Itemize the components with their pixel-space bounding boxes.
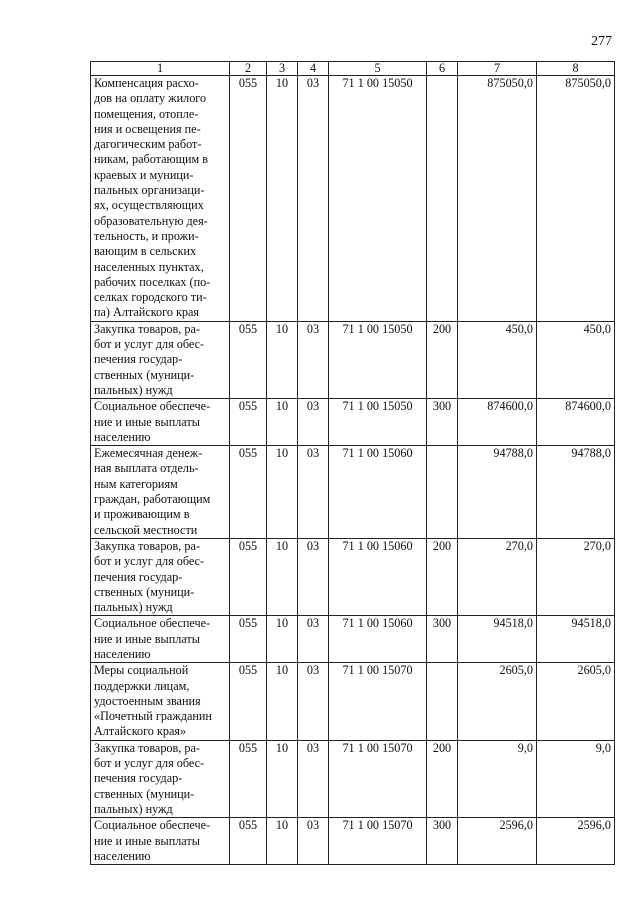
amount-col-7: 450,0 [458,321,537,398]
section-code: 10 [267,538,298,615]
table-row [91,538,615,615]
table-header-row [91,62,615,76]
amount-col-7: 270,0 [458,538,537,615]
column-header: 8 [537,62,615,76]
ministry-code: 055 [230,538,267,615]
amount-col-8: 875050,0 [537,76,615,322]
table-row [91,616,615,663]
item-name: Социальное обеспече- ние и иные выплаты населению [91,818,230,865]
amount-col-8: 94518,0 [537,616,615,663]
amount-col-8: 874600,0 [537,399,615,446]
expense-type-code: 200 [427,740,458,817]
ministry-code: 055 [230,740,267,817]
amount-col-8: 270,0 [537,538,615,615]
amount-col-7: 2605,0 [458,663,537,740]
amount-col-7: 94518,0 [458,616,537,663]
target-article-code: 71 1 00 15050 [329,321,427,398]
subsection-code: 03 [298,399,329,446]
column-header: 3 [267,62,298,76]
target-article-code: 71 1 00 15060 [329,446,427,539]
item-name: Закупка товаров, ра- бот и услуг для обес- печения государ- ственных (муници- пальных) нужд [91,538,230,615]
section-code: 10 [267,76,298,322]
table-row [91,321,615,398]
target-article-code: 71 1 00 15050 [329,399,427,446]
ministry-code: 055 [230,446,267,539]
subsection-code: 03 [298,76,329,322]
page-number: 277 [591,34,612,49]
subsection-code: 03 [298,321,329,398]
table-row [91,740,615,817]
expense-type-code [427,446,458,539]
section-code: 10 [267,616,298,663]
ministry-code: 055 [230,616,267,663]
expense-type-code [427,76,458,322]
ministry-code: 055 [230,321,267,398]
subsection-code: 03 [298,446,329,539]
section-code: 10 [267,399,298,446]
section-code: 10 [267,818,298,865]
column-header: 6 [427,62,458,76]
expense-type-code: 200 [427,321,458,398]
ministry-code: 055 [230,399,267,446]
amount-col-8: 2605,0 [537,663,615,740]
table-row [91,76,615,322]
table-row [91,446,615,539]
column-header: 1 [91,62,230,76]
target-article-code: 71 1 00 15070 [329,740,427,817]
section-code: 10 [267,446,298,539]
item-name: Социальное обеспече- ние и иные выплаты населению [91,399,230,446]
target-article-code: 71 1 00 15070 [329,663,427,740]
table-row [91,818,615,865]
subsection-code: 03 [298,740,329,817]
amount-col-7: 9,0 [458,740,537,817]
item-name: Компенсация расхо- дов на оплату жилого помещения, отопле- ния и освещения пе- дагогическим работ- никам, работающим в краевых и муници- пальных организаци- ях, осуществляющих образовательную дея- тельность, и прожи- вающим в сельских населенных пунктах, рабочих поселках (по- селках городского ти- па) Алтайского края [91,76,230,322]
table-row [91,399,615,446]
expense-type-code [427,663,458,740]
subsection-code: 03 [298,663,329,740]
amount-col-8: 9,0 [537,740,615,817]
target-article-code: 71 1 00 15060 [329,538,427,615]
column-header: 4 [298,62,329,76]
target-article-code: 71 1 00 15060 [329,616,427,663]
amount-col-7: 875050,0 [458,76,537,322]
column-header: 7 [458,62,537,76]
expense-type-code: 300 [427,616,458,663]
section-code: 10 [267,740,298,817]
amount-col-8: 450,0 [537,321,615,398]
subsection-code: 03 [298,818,329,865]
expense-type-code: 300 [427,399,458,446]
ministry-code: 055 [230,818,267,865]
column-header: 5 [329,62,427,76]
amount-col-7: 94788,0 [458,446,537,539]
amount-col-8: 2596,0 [537,818,615,865]
budget-table [90,61,615,865]
item-name: Социальное обеспече- ние и иные выплаты населению [91,616,230,663]
item-name: Закупка товаров, ра- бот и услуг для обес- печения государ- ственных (муници- пальных) нужд [91,321,230,398]
target-article-code: 71 1 00 15070 [329,818,427,865]
item-name: Закупка товаров, ра- бот и услуг для обес- печения государ- ственных (муници- пальных) нужд [91,740,230,817]
expense-type-code: 300 [427,818,458,865]
section-code: 10 [267,663,298,740]
amount-col-7: 2596,0 [458,818,537,865]
item-name: Меры социальной поддержки лицам, удостоенным звания «Почетный гражданин Алтайского края» [91,663,230,740]
subsection-code: 03 [298,538,329,615]
table-row [91,663,615,740]
ministry-code: 055 [230,76,267,322]
subsection-code: 03 [298,616,329,663]
ministry-code: 055 [230,663,267,740]
target-article-code: 71 1 00 15050 [329,76,427,322]
expense-type-code: 200 [427,538,458,615]
amount-col-7: 874600,0 [458,399,537,446]
amount-col-8: 94788,0 [537,446,615,539]
item-name: Ежемесячная денеж- ная выплата отдель- ным категориям граждан, работающим и проживающим в сельской местности [91,446,230,539]
column-header: 2 [230,62,267,76]
section-code: 10 [267,321,298,398]
